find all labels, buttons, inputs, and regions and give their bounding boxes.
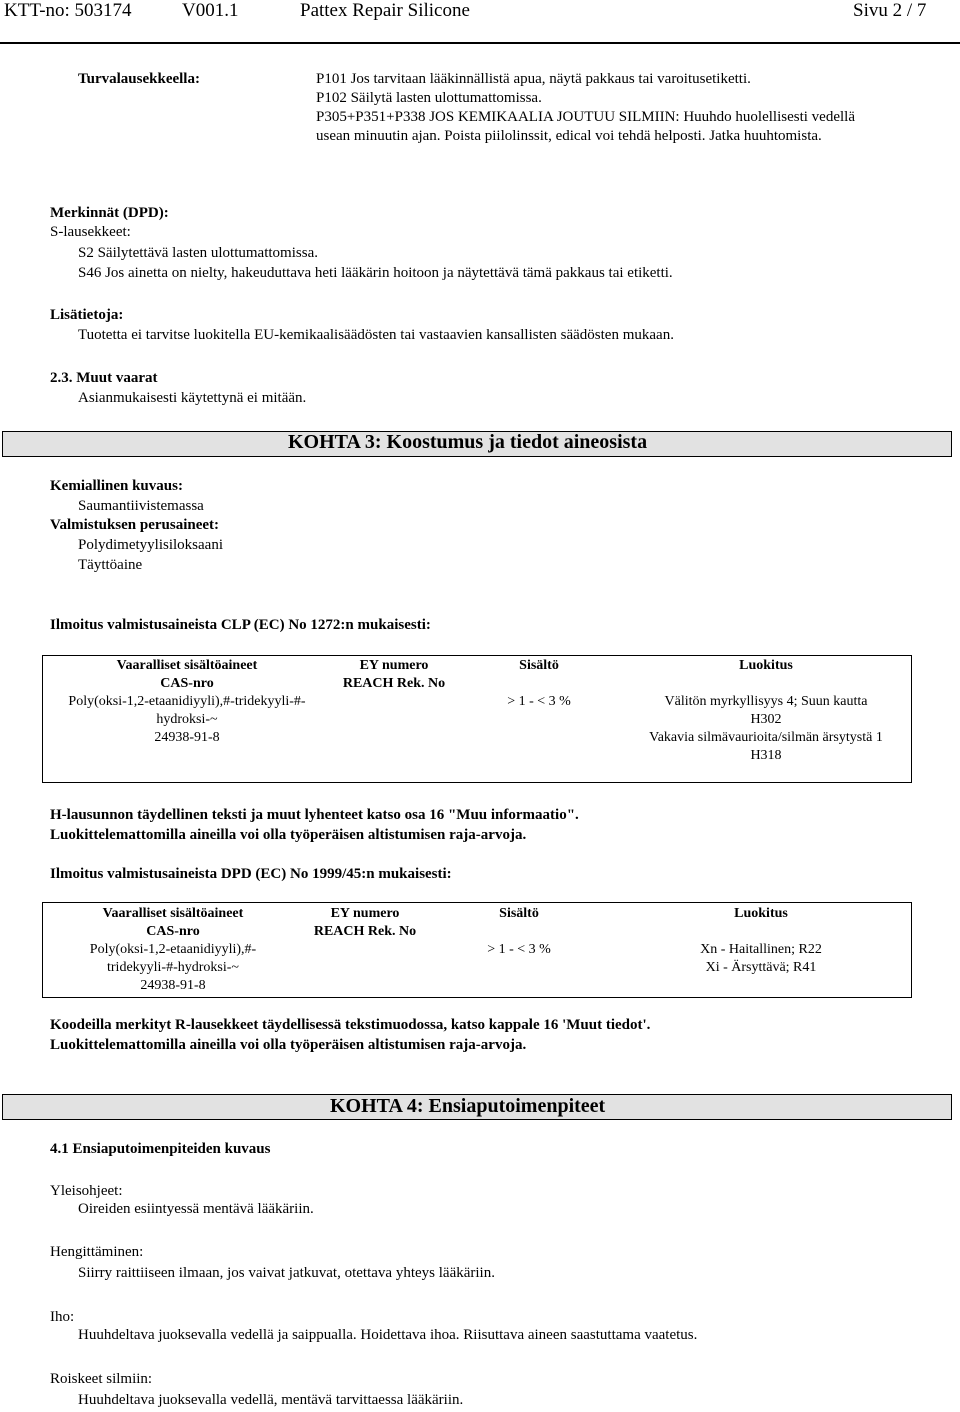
table-header-cas: CAS-nro [146,924,200,939]
cas-number: 24938-91-8 [154,730,220,745]
section-3-title: KOHTA 3: Koostumus ja tiedot aineosista [288,431,648,453]
clp-ingredients-table [42,655,912,783]
clp-heading: Ilmoitus valmistusaineista CLP (EC) No 1272:n mukaisesti: [50,617,431,633]
cas-number: 24938-91-8 [140,978,206,993]
table-header-ey: EY numero [330,906,400,921]
dpd-ey-cell [303,903,427,998]
document-id: KTT-no: 503174 [4,0,132,21]
substance-name: tridekyyli-#-hydroksi-~ [107,960,239,975]
dpd-substance-cell [43,903,304,998]
first-aid-subheading: 4.1 Ensiaputoimenpiteiden kuvaus [50,1141,271,1157]
page-number: Sivu 2 / 7 [853,0,927,21]
clp-note: H-lausunnon täydellinen teksti ja muut lyhenteet katso osa 16 "Muu informaatio". [50,807,579,823]
first-aid-text: Siirry raittiiseen ilmaan, jos vaivat jatkuvat, otettava yhteys lääkäriin. [78,1265,495,1281]
dpd-content-cell [427,903,611,998]
chemical-description-label: Kemiallinen kuvaus: [50,478,183,494]
table-header-substance: Vaaralliset sisältöaineet [116,658,258,673]
content-range: > 1 - < 3 % [507,694,571,709]
clp-note: Luokittelemattomilla aineilla voi olla työperäisen altistumisen raja-arvoja. [50,827,527,843]
dpd-note: Koodeilla merkityt R-lausekkeet täydellisessä tekstimuodossa, katso kappale 16 'Muut tiedot'. [50,1017,651,1033]
base-substance: Polydimetyylisiloksaani [78,537,223,553]
product-name: Pattex Repair Silicone [300,0,470,21]
first-aid-label: Iho: [50,1309,75,1325]
section-4-title: KOHTA 4: Ensiaputoimenpiteet [330,1095,606,1117]
table-header-cas: CAS-nro [160,676,214,691]
base-substance: Täyttöaine [78,557,143,573]
substance-name: hydroksi-~ [156,712,218,727]
classification-line: Xn - Haitallinen; R22 [700,942,822,957]
extra-info-heading: Lisätietoja: [50,307,124,323]
classification-line: Vakavia silmävaurioita/silmän ärsytystä 1 [649,730,883,745]
clp-substance-cell [43,656,332,783]
other-hazards-text: Asianmukaisesti käytettynä ei mitään. [78,390,307,406]
table-header-ey: EY numero [359,658,429,673]
substance-name: Poly(oksi-1,2-etaanidiyyli),#- [89,942,257,957]
base-substances-label: Valmistuksen perusaineet: [50,517,220,533]
clp-class-cell [621,656,912,783]
safety-line: usean minuutin ajan. Poista piilolinssit, edical voi tehdä helposti. Jatka huuhtomista. [316,128,822,144]
clp-ey-cell [331,656,457,783]
classification-line: H302 [750,712,782,727]
first-aid-text: Huuhdeltava juoksevalla vedellä ja saippualla. Hoidettava ihoa. Riisuttava aineen saastuttama vaatetus. [78,1327,698,1343]
classification-line: Välitön myrkyllisyys 4; Suun kautta [664,694,868,709]
classification-line: Xi - Ärsyttävä; R41 [705,960,817,975]
table-header-content: Sisältö [499,906,539,921]
safety-line: P102 Säilytä lasten ulottumattomissa. [316,90,542,106]
s-phrase: S2 Säilytettävä lasten ulottumattomissa. [78,245,318,261]
first-aid-label: Yleisohjeet: [50,1183,123,1199]
safety-line: P305+P351+P338 JOS KEMIKAALIA JOUTUU SILMIIN: Huuhdo huolellisesti vedellä [316,109,855,125]
other-hazards-heading: 2.3. Muut vaarat [50,370,158,386]
chemical-description-value: Saumantiivistemassa [78,498,204,514]
first-aid-label: Roiskeet silmiin: [50,1371,153,1387]
table-header-reach: REACH Rek. No [313,924,417,939]
dpd-ingredients-heading: Ilmoitus valmistusaineista DPD (EC) No 1999/45:n mukaisesti: [50,866,452,882]
dpd-heading: Merkinnät (DPD): [50,205,169,221]
table-header-substance: Vaaralliset sisältöaineet [102,906,244,921]
extra-info-text: Tuotetta ei tarvitse luokitella EU-kemikaalisäädösten tai vastaavien kansallisten säädösten mukaan. [78,327,674,343]
s-phrase: S46 Jos ainetta on nielty, hakeuduttava heti lääkärin hoitoon ja näytettävä tämä pakkaus tai etiketti. [78,265,673,281]
first-aid-text: Huuhdeltava juoksevalla vedellä, mentävä tarvittaessa lääkäriin. [78,1392,464,1408]
dpd-ingredients-table [42,902,912,998]
table-header-class: Luokitus [734,906,788,921]
dpd-note: Luokittelemattomilla aineilla voi olla työperäisen altistumisen raja-arvoja. [50,1037,527,1053]
first-aid-text: Oireiden esiintyessä mentävä lääkäriin. [78,1201,314,1217]
header-rule [0,42,960,44]
classification-line: H318 [750,748,782,763]
table-header-class: Luokitus [739,658,793,673]
content-range: > 1 - < 3 % [487,942,551,957]
safety-line: P101 Jos tarvitaan lääkinnällistä apua, näytä pakkaus tai varoitusetiketti. [316,71,751,87]
first-aid-label: Hengittäminen: [50,1244,144,1260]
substance-name: Poly(oksi-1,2-etaanidiyyli),#-tridekyyli-#- [68,694,306,709]
dpd-class-cell [611,903,912,998]
s-phrases-heading: S-lausekkeet: [50,224,131,240]
table-header-content: Sisältö [519,658,559,673]
document-version: V001.1 [182,0,239,21]
table-header-reach: REACH Rek. No [342,676,446,691]
clp-content-cell [457,656,621,783]
safety-label: Turvalausekkeella: [78,71,200,87]
